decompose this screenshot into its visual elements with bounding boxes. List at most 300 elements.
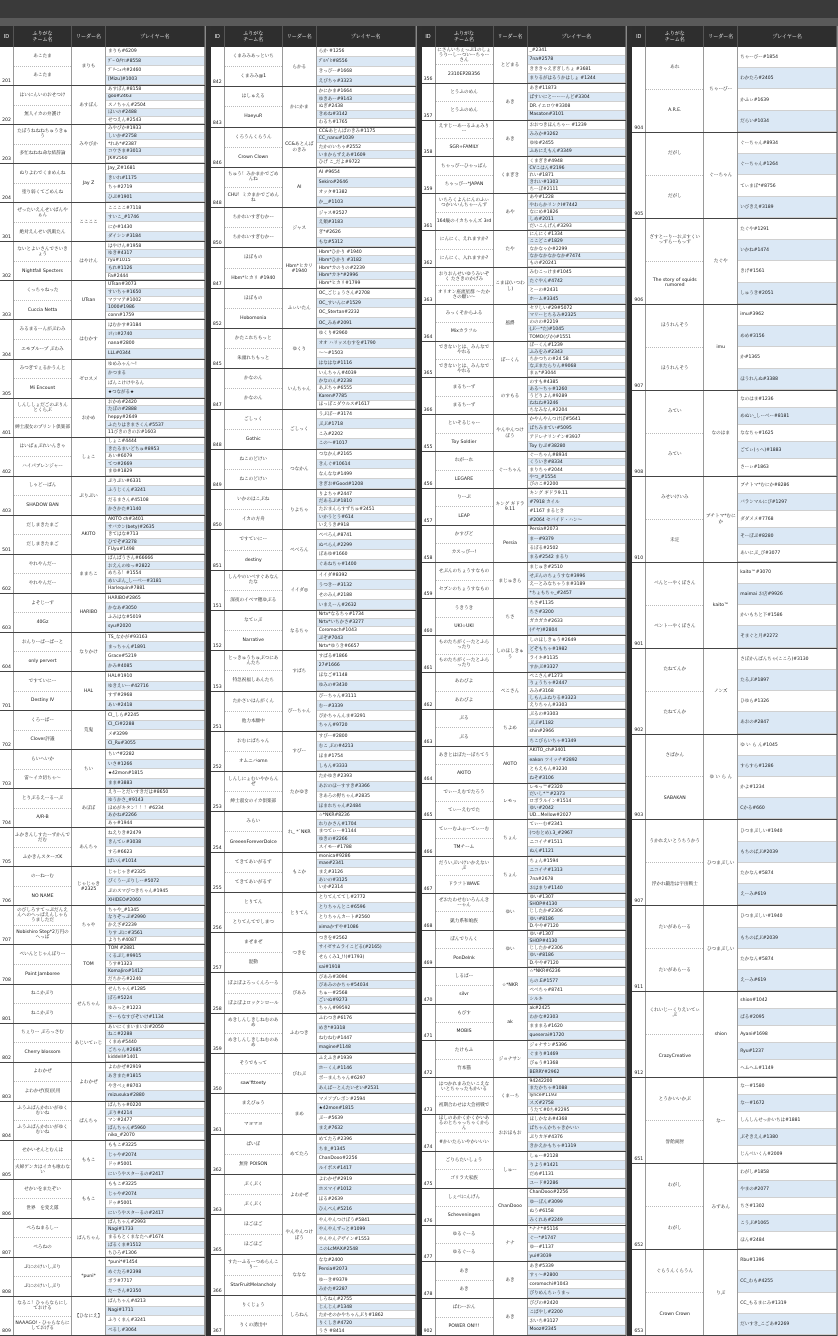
- player-entry[interactable]: そーぽぷ#8280: [738, 528, 836, 545]
- team-cell[interactable]: [646, 735, 704, 820]
- table-row[interactable]: [422, 599, 627, 636]
- table-row[interactable]: [422, 857, 627, 894]
- player-entry[interactable]: みみ#3168: [528, 687, 626, 694]
- player-entry[interactable]: スイモー#1788: [317, 844, 415, 852]
- player-entry[interactable]: なな#2400: [317, 1255, 415, 1265]
- player-entry[interactable]: OC_Stertan#2232: [317, 308, 415, 318]
- player-entry[interactable]: ほん#2484: [738, 1232, 836, 1249]
- player-entry[interactable]: Ryu#1237: [738, 1043, 836, 1060]
- team-cell[interactable]: [225, 772, 283, 811]
- player-entry[interactable]: ぴゅう#1368: [528, 1059, 626, 1068]
- team-cell[interactable]: [225, 1054, 283, 1093]
- player-entry[interactable]: よわかぜ#2919: [317, 1175, 415, 1185]
- player-entry[interactable]: てぃーむ#2341: [528, 820, 626, 829]
- table-row[interactable]: [0, 399, 205, 438]
- player-entry[interactable]: まつてぃー#1144: [317, 828, 415, 836]
- player-entry[interactable]: きんぐ#10614: [317, 460, 415, 470]
- team-cell[interactable]: [225, 450, 283, 489]
- table-row[interactable]: [0, 1024, 205, 1063]
- player-entry[interactable]: yui#3039: [528, 1252, 626, 1261]
- player-entry[interactable]: くういき#8334: [528, 459, 626, 466]
- player-entry[interactable]: むー#3339: [317, 701, 415, 711]
- player-entry[interactable]: りす ぷに#3561: [106, 929, 204, 937]
- player-entry[interactable]: ひゆら#1326: [738, 691, 836, 712]
- player-entry[interactable]: ぴぴの#2420: [528, 1299, 626, 1308]
- player-entry[interactable]: れい#1871: [528, 172, 626, 179]
- player-entry[interactable]: たおまんらすずちゅ#2451: [317, 506, 415, 514]
- player-entry[interactable]: ななちゃ#1625: [738, 425, 836, 442]
- player-entry[interactable]: スノちゃん#2504: [106, 101, 204, 109]
- player-entry[interactable]: キング ギドラ9.11: [528, 489, 626, 498]
- team-cell[interactable]: [14, 633, 72, 671]
- player-entry[interactable]: たーさん#2350: [106, 1286, 204, 1296]
- player-entry[interactable]: TS_なかが#93163: [106, 633, 204, 643]
- table-row[interactable]: [211, 168, 416, 208]
- player-entry[interactable]: ぬぺらん#2299: [317, 540, 415, 550]
- player-entry[interactable]: レモっ™#2320: [528, 784, 626, 791]
- table-row[interactable]: [0, 672, 205, 711]
- table-row[interactable]: [0, 477, 205, 516]
- player-entry[interactable]: ふみはな#5019: [106, 613, 204, 623]
- table-row[interactable]: [422, 563, 627, 600]
- player-entry[interactable]: かさかた#1140: [106, 505, 204, 515]
- player-entry[interactable]: CC&あとんぱのきみ#1175: [317, 128, 415, 136]
- team-cell[interactable]: [225, 611, 283, 650]
- table-row[interactable]: [422, 1005, 627, 1042]
- table-row[interactable]: [0, 906, 205, 945]
- player-entry[interactable]: Persia#2073: [528, 526, 626, 535]
- player-entry[interactable]: りょうちゃ#2447: [528, 680, 626, 687]
- player-entry[interactable]: だいこんげん#3293: [528, 223, 626, 230]
- player-entry[interactable]: shin#2966: [528, 728, 626, 737]
- player-entry[interactable]: kaito™#3070: [738, 563, 836, 584]
- player-entry[interactable]: ぐあねちゃ#1400: [317, 560, 415, 570]
- table-row[interactable]: [211, 369, 416, 409]
- player-entry[interactable]: ゆー#1137: [528, 1243, 626, 1252]
- player-entry[interactable]: きんてぃ#3038: [106, 838, 204, 848]
- player-entry[interactable]: どぞもちゃ#1982: [528, 645, 626, 654]
- table-row[interactable]: [0, 867, 205, 906]
- team-cell[interactable]: [646, 1078, 704, 1163]
- table-row[interactable]: [632, 391, 837, 477]
- player-entry[interactable]: すろ#6623: [106, 847, 204, 857]
- team-cell[interactable]: [225, 812, 283, 851]
- team-cell[interactable]: [14, 672, 72, 710]
- player-entry[interactable]: ほしかなあ#4368: [528, 1115, 626, 1124]
- player-entry[interactable]: ちーぽ#2111: [528, 186, 626, 193]
- player-entry[interactable]: きききゃえぎぎしちょ #3681: [528, 65, 626, 74]
- table-row[interactable]: [211, 1014, 416, 1054]
- table-row[interactable]: [0, 203, 205, 242]
- player-entry[interactable]: ぐーちゃん#1264: [738, 154, 836, 175]
- player-entry[interactable]: OC_ごじょうさん#2708: [317, 289, 415, 299]
- player-entry[interactable]: だちかろ#2240: [106, 976, 204, 984]
- player-entry[interactable]: ぴくうーぶりしー#5072: [106, 877, 204, 887]
- player-entry[interactable]: とりちゃんカート#2560: [317, 913, 415, 923]
- player-entry[interactable]: ほま#1754: [317, 751, 415, 761]
- player-entry[interactable]: CI_Ru#3055: [106, 740, 204, 750]
- player-entry[interactable]: OC_すいんに#1529: [317, 299, 415, 309]
- player-entry[interactable]: うどりよん#9289: [528, 393, 626, 400]
- team-cell[interactable]: [225, 1215, 283, 1254]
- table-row[interactable]: [211, 973, 416, 1013]
- player-entry[interactable]: みくれあ#2249: [528, 1216, 626, 1225]
- team-cell[interactable]: [14, 985, 72, 1023]
- player-entry[interactable]: Jay_Z#1681: [106, 164, 204, 174]
- player-entry[interactable]: あい#6079: [106, 453, 204, 461]
- player-entry[interactable]: goo#2463: [106, 94, 204, 102]
- player-entry[interactable]: だらい#1034: [738, 111, 836, 132]
- player-entry[interactable]: みみか#3262: [528, 130, 626, 139]
- player-entry[interactable]: Masaton#3101: [528, 111, 626, 120]
- player-entry[interactable]: ふわつき#6176: [317, 1014, 415, 1024]
- player-entry[interactable]: ボーまんちゃん#6297: [317, 1074, 415, 1084]
- player-entry[interactable]: いまからずえあ#1609: [317, 151, 415, 159]
- player-entry[interactable]: ちゃ#2719: [106, 183, 204, 193]
- player-entry[interactable]: まえ#3126: [317, 868, 415, 876]
- team-cell[interactable]: [646, 563, 704, 648]
- table-row[interactable]: [422, 1189, 627, 1226]
- table-row[interactable]: [422, 157, 627, 194]
- player-entry[interactable]: ほめがキタン！！！#6234: [106, 804, 204, 812]
- player-entry[interactable]: KomaJiro#1412: [106, 968, 204, 976]
- player-entry[interactable]: じしたか#2306: [528, 945, 626, 952]
- player-entry[interactable]: ぬう#6158: [528, 1207, 626, 1216]
- player-entry[interactable]: みやびか#1933: [106, 125, 204, 133]
- table-row[interactable]: [211, 812, 416, 852]
- table-row[interactable]: [211, 893, 416, 933]
- player-entry[interactable]: またかちゃ#1088: [528, 1085, 626, 1092]
- team-cell[interactable]: [14, 242, 72, 280]
- player-entry[interactable]: この〜#1017: [317, 439, 415, 449]
- player-entry[interactable]: えーみ#619: [738, 884, 836, 905]
- team-cell[interactable]: [14, 125, 72, 163]
- team-cell[interactable]: [14, 555, 72, 593]
- player-entry[interactable]: だいし*™#2373: [528, 791, 626, 798]
- team-cell[interactable]: [225, 168, 283, 207]
- player-entry[interactable]: sai#1918: [317, 963, 415, 973]
- player-entry[interactable]: せぶんのちょうすな#3996: [528, 572, 626, 581]
- table-row[interactable]: [211, 1215, 416, 1255]
- player-entry[interactable]: おはまり#1140: [528, 884, 626, 893]
- player-entry[interactable]: ak#2425: [528, 1005, 626, 1014]
- table-row[interactable]: [632, 1078, 837, 1164]
- team-cell[interactable]: [436, 857, 494, 893]
- table-row[interactable]: [211, 289, 416, 329]
- player-entry[interactable]: まぁ*#3044: [528, 370, 626, 377]
- table-row[interactable]: [211, 571, 416, 611]
- player-entry[interactable]: マメソプレボン#2594: [317, 1094, 415, 1104]
- player-entry[interactable]: Sekiro#2646: [317, 178, 415, 188]
- player-entry[interactable]: すいちゃ#1650: [106, 289, 204, 297]
- player-entry[interactable]: あや#1228: [528, 194, 626, 201]
- player-entry[interactable]: さぼかんばんちゃ(こころ)#3130: [738, 649, 836, 670]
- team-cell[interactable]: [436, 1299, 494, 1335]
- player-entry[interactable]: ジャス#2527: [317, 208, 415, 218]
- player-entry[interactable]: CVこはん#2196: [528, 165, 626, 172]
- player-entry[interactable]: ぶるの#3303: [528, 710, 626, 719]
- player-entry[interactable]: ゆき#4317: [106, 250, 204, 258]
- player-entry[interactable]: ChanDooo#2256: [528, 1189, 626, 1198]
- player-entry[interactable]: えりーとだいすきだは#8650: [106, 789, 204, 797]
- player-entry[interactable]: ちひろ#1306: [106, 1249, 204, 1257]
- team-cell[interactable]: [225, 692, 283, 731]
- table-row[interactable]: [422, 268, 627, 305]
- player-entry[interactable]: じしたか#2306: [528, 908, 626, 915]
- player-entry[interactable]: ぱんちゃん#5960: [106, 1125, 204, 1133]
- player-entry[interactable]: *れあ*#2387: [106, 140, 204, 148]
- player-entry[interactable]: むこ ぶの#4213: [317, 742, 415, 752]
- player-entry[interactable]: あかね#2266: [106, 812, 204, 820]
- player-entry[interactable]: ぱちみまてい#5095: [528, 424, 626, 433]
- team-cell[interactable]: [225, 329, 283, 368]
- table-row[interactable]: [0, 164, 205, 203]
- table-row[interactable]: [211, 1054, 416, 1094]
- player-entry[interactable]: ルイボス#1417: [317, 1164, 415, 1174]
- player-entry[interactable]: マン#2477: [106, 1117, 204, 1125]
- player-entry[interactable]: ほる#2639: [317, 1195, 415, 1205]
- player-entry[interactable]: バランマルにぴ#1297: [738, 494, 836, 511]
- table-row[interactable]: [422, 415, 627, 452]
- player-entry[interactable]: あいにぶ_ぴ#3077: [738, 545, 836, 562]
- player-entry[interactable]: あんぱーとんたいせい#2531: [317, 1084, 415, 1094]
- team-cell[interactable]: [646, 992, 704, 1077]
- player-entry[interactable]: ぴのこ#2200: [528, 481, 626, 488]
- player-entry[interactable]: ﾐﾘｨﾐ#2740: [106, 330, 204, 340]
- player-entry[interactable]: ☆*NKR#6236: [528, 968, 626, 977]
- player-entry[interactable]: ひげ こ_だよ#9722: [317, 159, 415, 167]
- team-cell[interactable]: [225, 571, 283, 610]
- player-entry[interactable]: _#2341: [528, 47, 626, 56]
- player-entry[interactable]: まままる#1620: [528, 1022, 626, 1031]
- player-entry[interactable]: ぺべろん#8741: [317, 530, 415, 540]
- player-entry[interactable]: ロボラルイン#1514: [528, 798, 626, 805]
- player-entry[interactable]: えりちゃん#3303: [528, 702, 626, 709]
- team-cell[interactable]: [225, 651, 283, 690]
- player-entry[interactable]: *ちょもちゃ_#2457: [528, 589, 626, 598]
- table-row[interactable]: [211, 530, 416, 570]
- player-entry[interactable]: おいち#3127: [528, 1317, 626, 1326]
- player-entry[interactable]: せつえん#2543: [106, 117, 204, 125]
- table-row[interactable]: [632, 305, 837, 391]
- team-cell[interactable]: [225, 1255, 283, 1294]
- player-entry[interactable]: こみ#2202: [317, 429, 415, 439]
- player-entry[interactable]: ブチトマ*むにか#8286: [738, 477, 836, 494]
- player-entry[interactable]: まゆ#1829: [106, 468, 204, 476]
- player-entry[interactable]: (つむとめ).3_#2967: [528, 829, 626, 838]
- player-entry[interactable]: あき#5339: [528, 1262, 626, 1271]
- player-entry[interactable]: おかめ#2420: [106, 399, 204, 407]
- player-entry[interactable]: メ#3299: [106, 730, 204, 740]
- player-entry[interactable]: ゆい#2042: [528, 805, 626, 812]
- player-entry[interactable]: niko_#2070: [106, 1132, 204, 1140]
- player-entry[interactable]: ゆくり#2960: [317, 329, 415, 339]
- player-entry[interactable]: (ぶー*た)#1045: [528, 326, 626, 333]
- player-entry[interactable]: なぶまたらりん#9068: [528, 363, 626, 370]
- player-entry[interactable]: つなかん#2165: [317, 450, 415, 460]
- player-entry[interactable]: たかなん#5874: [738, 863, 836, 884]
- player-entry[interactable]: スズ#2758: [528, 1100, 626, 1107]
- player-entry[interactable]: magine#1148: [317, 1043, 415, 1053]
- team-cell[interactable]: [225, 1135, 283, 1174]
- player-entry[interactable]: りよちゃ#2447: [317, 490, 415, 498]
- player-entry[interactable]: ぬぎ#2438: [317, 103, 415, 111]
- player-entry[interactable]: まりも#6209: [106, 47, 204, 57]
- table-row[interactable]: [422, 194, 627, 231]
- player-entry[interactable]: なのはま#1236: [738, 391, 836, 408]
- player-entry[interactable]: ChanDooo#2256: [317, 1154, 415, 1164]
- player-entry[interactable]: せのみん#2188: [317, 590, 415, 600]
- player-entry[interactable]: ぱいん#1014: [106, 857, 204, 867]
- player-entry[interactable]: ダダメメ#7768: [738, 511, 836, 528]
- player-entry[interactable]: ちゃん#9720: [317, 721, 415, 731]
- table-row[interactable]: [632, 735, 837, 821]
- team-cell[interactable]: [225, 1296, 283, 1335]
- player-entry[interactable]: ホスマイ#1012: [317, 1185, 415, 1195]
- player-entry[interactable]: Harlequin#7881: [106, 585, 204, 593]
- team-cell[interactable]: [436, 194, 494, 230]
- player-entry[interactable]: HAL#1910: [106, 672, 204, 682]
- player-entry[interactable]: めぬい_しーべー#8181: [738, 408, 836, 425]
- player-entry[interactable]: ちゃーびー#1854: [738, 47, 836, 68]
- team-cell[interactable]: [436, 526, 494, 562]
- table-row[interactable]: [422, 1078, 627, 1115]
- player-entry[interactable]: [Mizu]#1003: [106, 76, 204, 86]
- team-cell[interactable]: [14, 789, 72, 827]
- player-entry[interactable]: HARIBO#2865: [106, 594, 204, 604]
- player-entry[interactable]: ごちゃん#2685: [106, 1046, 204, 1054]
- player-entry[interactable]: かよ#1234: [738, 777, 836, 798]
- team-cell[interactable]: [646, 391, 704, 476]
- table-row[interactable]: [0, 594, 205, 633]
- table-row[interactable]: [422, 1262, 627, 1299]
- team-cell[interactable]: [436, 968, 494, 1004]
- table-row[interactable]: [211, 1296, 416, 1336]
- player-entry[interactable]: なかなかなかなか#7474: [528, 253, 626, 260]
- player-entry[interactable]: いまえーん#2632: [317, 600, 415, 610]
- player-entry[interactable]: なにめ#1826: [528, 209, 626, 216]
- team-cell[interactable]: [14, 1063, 72, 1101]
- team-cell[interactable]: [14, 1258, 72, 1296]
- team-cell[interactable]: [225, 208, 283, 247]
- table-row[interactable]: [422, 1299, 627, 1336]
- table-row[interactable]: [211, 732, 416, 772]
- player-entry[interactable]: だいすき_こごあ#2269: [738, 1314, 836, 1335]
- player-entry[interactable]: くまめ#5440: [106, 1039, 204, 1047]
- player-entry[interactable]: きめね#3142: [317, 111, 415, 119]
- player-entry[interactable]: すばる#1866: [317, 651, 415, 661]
- player-entry[interactable]: ★42mon#1815: [317, 1104, 415, 1114]
- team-cell[interactable]: [14, 47, 72, 85]
- player-entry[interactable]: うぶぽー#3174: [317, 410, 415, 420]
- player-entry[interactable]: ごいぬ#9273: [317, 997, 415, 1005]
- team-cell[interactable]: [14, 86, 72, 124]
- player-entry[interactable]: せらくみ1_!!(#1793): [317, 953, 415, 963]
- player-entry[interactable]: か#1365: [738, 347, 836, 368]
- team-cell[interactable]: [14, 360, 72, 398]
- table-row[interactable]: [632, 477, 837, 563]
- team-cell[interactable]: [14, 945, 72, 983]
- player-entry[interactable]: つきを#2562: [317, 933, 415, 943]
- player-entry[interactable]: AI #9654: [317, 168, 415, 178]
- player-entry[interactable]: ニコイチ#1313: [528, 866, 626, 875]
- table-row[interactable]: [422, 452, 627, 489]
- team-cell[interactable]: [436, 747, 494, 783]
- player-entry[interactable]: にか#1430: [106, 222, 204, 232]
- player-entry[interactable]: すぅ〜#2800: [528, 1271, 626, 1280]
- player-entry[interactable]: CC_nanu#1039: [317, 135, 415, 143]
- player-entry[interactable]: CI_しら#2245: [106, 711, 204, 721]
- player-entry[interactable]: なりぞっぷ#2990: [106, 914, 204, 922]
- team-cell[interactable]: [436, 415, 494, 451]
- player-entry[interactable]: あすぼん#8158: [106, 86, 204, 94]
- player-entry[interactable]: ダイシン#3184: [106, 232, 204, 242]
- player-entry[interactable]: たぐや#1291: [738, 219, 836, 240]
- team-cell[interactable]: [225, 933, 283, 972]
- table-row[interactable]: [422, 121, 627, 158]
- player-entry[interactable]: CC_もるまにみ#1319: [738, 1293, 836, 1314]
- team-cell[interactable]: [225, 369, 283, 408]
- player-entry[interactable]: Nagi#1733: [106, 1226, 204, 1234]
- player-entry[interactable]: *puni*#1454: [106, 1258, 204, 1268]
- player-entry[interactable]: しろねん#2755: [317, 1296, 415, 1304]
- player-entry[interactable]: ゆきえいー#42716: [106, 682, 204, 692]
- player-entry[interactable]: こばやし#2200: [528, 1308, 626, 1317]
- player-entry[interactable]: ひつまぶしい#1940: [738, 906, 836, 927]
- player-entry[interactable]: いさ#1266: [106, 760, 204, 770]
- player-entry[interactable]: だあるぷ#1810: [317, 498, 415, 506]
- player-entry[interactable]: UD...Mellow#2027: [528, 812, 626, 819]
- player-entry[interactable]: Cかる#660: [738, 798, 836, 819]
- player-entry[interactable]: (チヤ)#2804: [528, 626, 626, 635]
- player-entry[interactable]: きたるまいどちゅ#8953: [106, 445, 204, 453]
- player-entry[interactable]: あき#11873: [528, 84, 626, 93]
- player-entry[interactable]: ぺべちゃ#8741: [528, 986, 626, 995]
- player-entry[interactable]: ぐまり#1469: [528, 1050, 626, 1059]
- table-row[interactable]: [0, 828, 205, 867]
- table-row[interactable]: [211, 410, 416, 450]
- player-entry[interactable]: 7na#2678: [528, 875, 626, 884]
- player-entry[interactable]: いかうとう#614: [317, 514, 415, 522]
- team-cell[interactable]: [646, 649, 704, 734]
- player-entry[interactable]: Toy むぷ#38280: [528, 442, 626, 451]
- player-entry[interactable]: よりち#4087: [106, 937, 204, 945]
- player-entry[interactable]: よわかぜ#2919: [106, 1063, 204, 1073]
- player-entry[interactable]: なんなな#1499: [317, 469, 415, 479]
- player-entry[interactable]: SHOP#4130: [528, 901, 626, 908]
- player-entry[interactable]: ちい*#2282: [106, 750, 204, 760]
- player-entry[interactable]: きぎお#Good#1208: [317, 479, 415, 489]
- player-entry[interactable]: Hbm*ヒカリ#1799: [317, 280, 415, 288]
- player-entry[interactable]: とーの#2431: [528, 286, 626, 295]
- player-entry[interactable]: てつ#2669: [106, 460, 204, 468]
- player-entry[interactable]: まっちゃん#1891: [106, 642, 204, 652]
- table-row[interactable]: [632, 47, 837, 133]
- player-entry[interactable]: かなあ#3050: [106, 603, 204, 613]
- player-entry[interactable]: すず#2968: [106, 691, 204, 701]
- player-entry[interactable]: 11びきのきのお#1603: [106, 429, 204, 437]
- player-entry[interactable]: Nrtv*ゆうき#6657: [317, 642, 415, 650]
- player-entry[interactable]: ゆーぽん#3099: [528, 1198, 626, 1207]
- team-cell[interactable]: [14, 750, 72, 788]
- player-entry[interactable]: ゆい#8186: [528, 916, 626, 923]
- player-entry[interactable]: しんしんせっかいちは#1881: [738, 1112, 836, 1129]
- table-row[interactable]: [0, 711, 205, 750]
- player-entry[interactable]: CI_Ci#2288: [106, 721, 204, 731]
- player-entry[interactable]: すかぶ#3327: [528, 663, 626, 672]
- player-entry[interactable]: まる#2542 まるり: [528, 553, 626, 562]
- player-entry[interactable]: しもんふねりる#3323: [528, 695, 626, 702]
